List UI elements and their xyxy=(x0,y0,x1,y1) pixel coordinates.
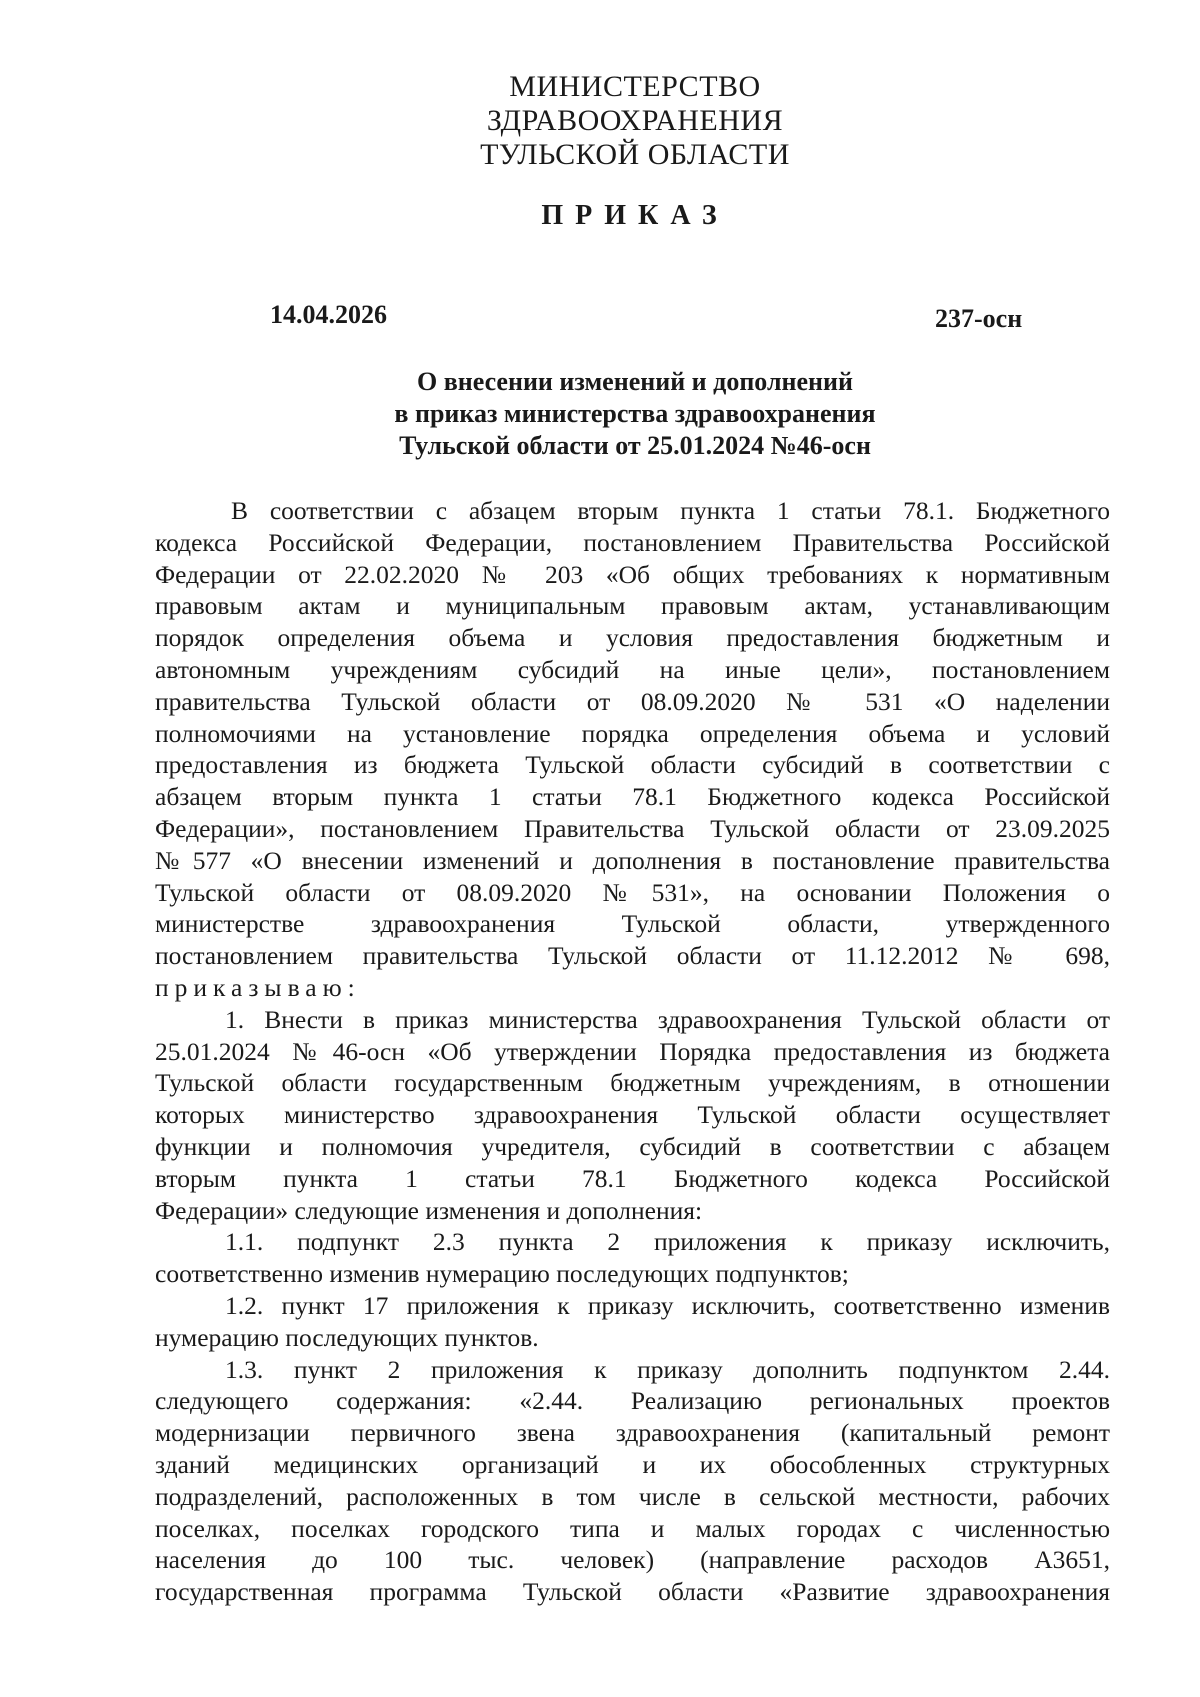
document-title-line: Тульской области от 25.01.2024 №46-осн xyxy=(399,431,871,460)
document-title-line: О внесении изменений и дополнений xyxy=(416,367,854,396)
body-line: Федерации», постановлением Правительства Тульской области от 23.09.2025 xyxy=(155,813,1110,843)
body-line: приказываю: xyxy=(155,972,361,1002)
document-type: ПРИКАЗ xyxy=(541,200,729,231)
body-line: функции и полномочия учредителя, субсидий в соответствии с абзацем xyxy=(155,1131,1110,1161)
body-line: модернизации первичного звена здравоохранения (капитальный ремонт xyxy=(155,1418,1110,1448)
body-line: Федерации от 22.02.2020 № 203 «Об общих требованиях к нормативным xyxy=(155,559,1110,589)
body-line: правовым актам и муниципальным правовым актам, устанавливающим xyxy=(155,591,1110,621)
body-line: зданий медицинских организаций и их обособленных структурных xyxy=(155,1449,1110,1479)
body-line: населения до 100 тыс. человек) (направление расходов А3651, xyxy=(155,1545,1110,1575)
body-line: автономным учреждениям субсидий на иные цели», постановлением xyxy=(155,654,1110,684)
body-line: №577 «О внесении изменений и дополнения в постановление правительства xyxy=(155,845,1110,875)
document-number: 237-осн xyxy=(935,304,1023,333)
body-line: Тульской области государственным бюджетным учреждениям, в отношении xyxy=(155,1068,1110,1098)
ministry-header-line: ЗДРАВООХРАНЕНИЯ xyxy=(486,104,784,137)
body-line: постановлением правительства Тульской области от 11.12.2012 № 698, xyxy=(155,941,1110,971)
body-line: полномочиями на установление порядка определения объема и условий xyxy=(155,718,1110,748)
body-line: министерстве здравоохранения Тульской области, утвержденного xyxy=(155,909,1110,939)
body-line: Федерации» следующие изменения и дополнения: xyxy=(155,1195,703,1225)
body-line: которых министерство здравоохранения Тульской области осуществляет xyxy=(155,1100,1110,1130)
body-line: государственная программа Тульской области «Развитие здравоохранения xyxy=(155,1577,1110,1607)
body-line: предоставления из бюджета Тульской области субсидий в соответствии с xyxy=(155,750,1110,780)
body-line: подразделений, расположенных в том числе в сельской местности, рабочих xyxy=(155,1481,1110,1511)
body-line: 1.2. пункт 17 приложения к приказу исключить, соответственно изменив xyxy=(225,1290,1110,1320)
ministry-header-line: ТУЛЬСКОЙ ОБЛАСТИ xyxy=(480,138,790,171)
body-line: порядок определения объема и условия предоставления бюджетным и xyxy=(155,623,1110,653)
body-line: 25.01.2024 №46-осн «Об утверждении Порядка предоставления из бюджета xyxy=(155,1036,1110,1066)
document-body xyxy=(155,495,1110,1608)
body-line: нумерацию последующих пунктов. xyxy=(155,1322,539,1352)
body-line: Тульской области от 08.09.2020 №531», на основании Положения о xyxy=(155,877,1110,907)
body-line: поселках, поселках городского типа и малых городах с численностью xyxy=(155,1513,1110,1543)
body-line: 1.3. пункт 2 приложения к приказу дополнить подпунктом 2.44. xyxy=(225,1354,1110,1384)
body-line: соответственно изменив нумерацию последующих подпунктов; xyxy=(155,1259,849,1289)
document-title xyxy=(0,366,1200,462)
body-line: правительства Тульской области от 08.09.2020 № 531 «О наделении xyxy=(155,686,1110,716)
body-line: В соответствии с абзацем вторым пункта 1 статьи 78.1. Бюджетного xyxy=(231,496,1110,525)
body-line: кодекса Российской Федерации, постановлением Правительства Российской xyxy=(155,527,1110,557)
document-title-line: в приказ министерства здравоохранения xyxy=(394,399,876,428)
ministry-header-line: МИНИСТЕРСТВО xyxy=(509,70,761,103)
body-line: вторым пункта 1 статьи 78.1 Бюджетного кодекса Российской xyxy=(155,1163,1110,1193)
document-date: 14.04.2026 xyxy=(270,300,387,329)
ministry-header xyxy=(0,70,1200,172)
body-line: 1.1. подпункт 2.3 пункта 2 приложения к приказу исключить, xyxy=(225,1227,1110,1257)
body-line: 1. Внести в приказ министерства здравоохранения Тульской области от xyxy=(225,1004,1110,1034)
body-line: следующего содержания: «2.44. Реализацию региональных проектов xyxy=(155,1386,1110,1416)
body-line: абзацем вторым пункта 1 статьи 78.1 Бюджетного кодекса Российской xyxy=(155,782,1110,812)
